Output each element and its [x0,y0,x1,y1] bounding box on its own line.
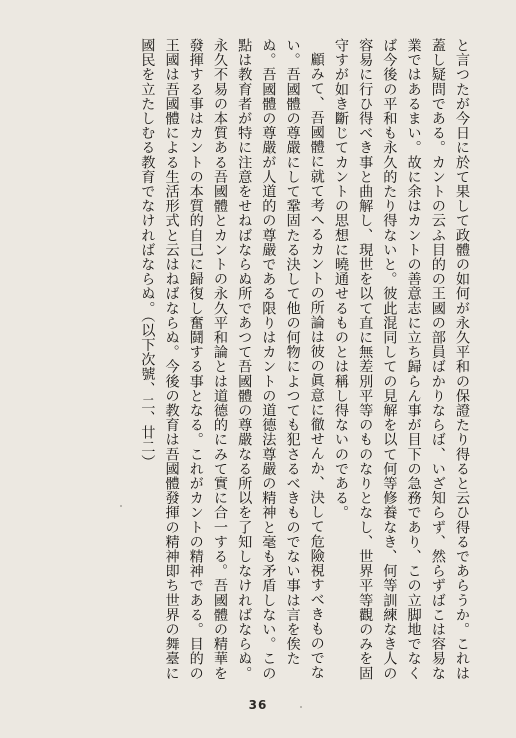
vertical-text-body [54,38,474,688]
paragraph-1: と言つたが今日に於て果して政體の如何が永久平和の保證たり得ると云ひ得るであらうか。これは蓋し疑問である。カントの云ふ目的の王國の部員ばかりならば、いざ知らず、然らずばこは容易な業ではあるまい。故に余はカントの善意志に立ち歸らん事が目下の急務であり、この立脚地でなくば今後の平和も永久的たり得ないと。彼此混同しての見解を以て何等修養なき、何等訓練なき人の容易に行ひ得べき事と曲解し、現世を以て直に無差別平等のものなりとなし、世界平等觀のみを固守すが如き斷じてカントの思想に曉通せるものとは稱し得ないのである。 [332,38,470,681]
paragraph-2: 顧みて、吾國體に就て考へるカントの所論は彼の眞意に徹せんか、決して危險視すべきものでない。吾國體の尊嚴にして鞏固たる決して他の何物によつても犯さるべきものでない事は言を俟たぬ。吾國體の尊嚴が人道的の尊嚴である限りはカントの道德法尊嚴の精神と毫も矛盾しない。この點は教育者が特に注意をせねばならぬ所であつて吾國體の尊嚴なる所以を了知しなければならぬ。永久不易の本質ある吾國體とカントの永久平和論とは道德的にみて實に合一する。吾國體の精華を發揮する事はカントの本質的自己に歸復し奮鬪する事となる。これがカントの精神である。目的の王國は吾國體による生活形式と云はねばならぬ。今後の教育は吾國體發揮の精神即ち世界の舞臺に國民を立たしむる教育でなければならぬ。（以下次號、二、廿二） [139,38,325,681]
page-number: 36 [248,698,268,712]
print-speck [300,706,302,708]
print-speck [120,505,122,507]
